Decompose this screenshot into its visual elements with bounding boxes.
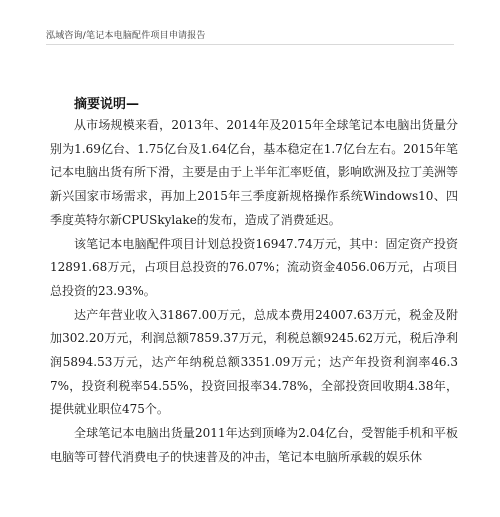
section-title: 摘要说明— bbox=[74, 97, 140, 112]
paragraph-market-scale: 从市场规模来看，2013年、2014年及2015年全球笔记本电脑出货量分别为1.69亿台、1.75亿台及1.64亿台，基本稳定在1.7亿台左右。2015年笔记本电脑出货有所下滑，主要是由于上半年汇率贬值，影响欧洲及拉丁美洲等新兴国家市场需求，再加上2015年三季度新规格操作系统Windows10、四季度英特尔新CPUSkylake的发布，造成了消费延迟。 bbox=[50, 118, 459, 227]
paragraph-revenue: 达产年营业收入31867.00万元，总成本费用24007.63万元，税金及附加302.20万元，利润总额7859.37万元，利税总额9245.62万元，税后净利润5894.53万元，达产年纳税总额3351.09万元；达产年投资利润率46.37%，投资利税率54.55%，投资回报率34.78%，全部投资回收期4.38年，提供就业职位475个。 bbox=[50, 307, 458, 417]
document-body bbox=[50, 114, 458, 470]
paragraph-investment: 该笔记本电脑配件项目计划总投资16947.74万元，其中：固定资产投资12891.68万元，占项目总投资的76.07%；流动资金4056.06万元，占项目总投资的23.93%。 bbox=[50, 236, 458, 298]
header-divider bbox=[46, 44, 454, 45]
running-header: 泓域咨询/笔记本电脑配件项目申请报告 bbox=[46, 31, 206, 41]
paragraph-global-shipments: 全球笔记本电脑出货量2011年达到顶峰为2.04亿台，受智能手机和平板电脑等可替代消费电子的快速普及的冲击，笔记本电脑所承载的娱乐休 bbox=[50, 426, 458, 464]
